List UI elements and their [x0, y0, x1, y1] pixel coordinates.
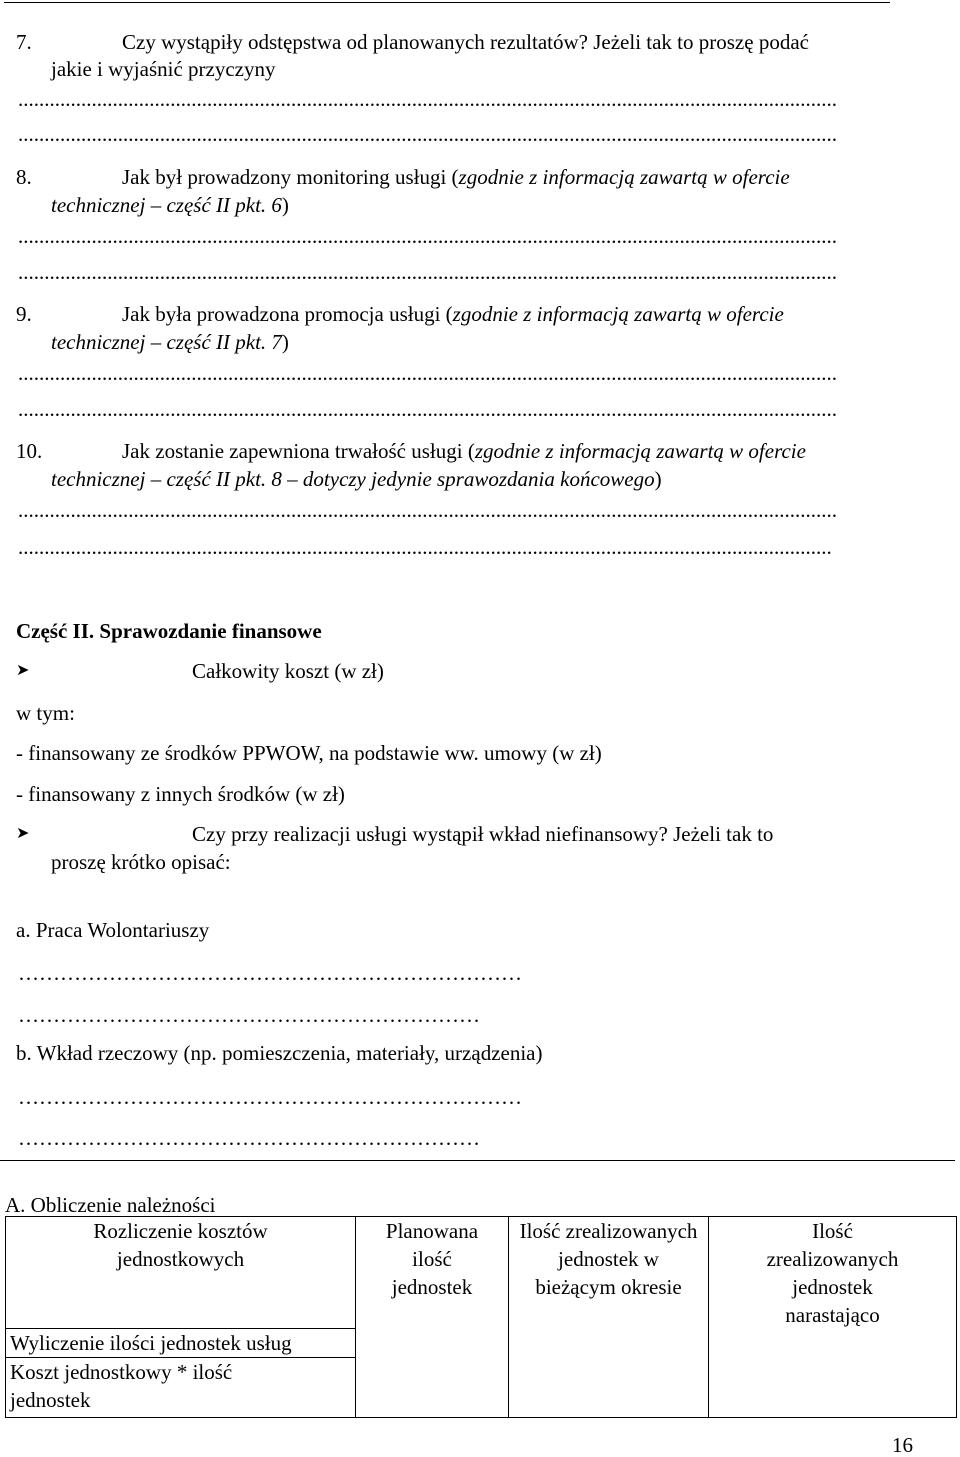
q9-dots-2: ............................................................................................................................................................ [18, 397, 837, 421]
cell-text: Ilość zrealizowanych [519, 1219, 698, 1243]
q7-line1: Czy wystąpiły odstępstwa od planowanych rezultatów? Jeżeli tak to proszę podać [122, 30, 809, 54]
cell-text: jednostkowych [116, 1247, 245, 1271]
volunteer-ellipsis-2: ………………………………………………………… [18, 1003, 480, 1027]
q8-line2-end: ) [281, 193, 289, 217]
cell-text: Wyliczenie ilości jednostek usług [10, 1331, 292, 1355]
nonfinancial-question-line1: Czy przy realizacji usługi wystąpił wkład niefinansowy? Jeżeli tak to [192, 822, 774, 846]
q10-dots-1: ............................................................................................................................................................ [18, 498, 837, 522]
nonfinancial-question-line2: proszę krótko opisać: [51, 850, 231, 874]
q10-italic: zgodnie z informacją zawartą w ofercie [474, 439, 806, 463]
section-divider [0, 1160, 955, 1161]
in-kind-ellipsis-1: ……………………………………………………………… [18, 1085, 522, 1109]
volunteer-ellipsis-1: ……………………………………………………………… [18, 961, 522, 985]
part-two-heading: Część II. Sprawozdanie finansowe [16, 619, 322, 643]
q7-dots-2: ............................................................................................................................................................ [18, 122, 837, 146]
q9-line1 [122, 302, 784, 326]
cell-text: jednostek w [558, 1247, 659, 1271]
q8-line2 [51, 193, 289, 217]
table-cell-unit-count [6, 1329, 356, 1358]
top-rule [4, 2, 890, 3]
cell-text: zrealizowanych [766, 1247, 899, 1271]
q7-line2: jakie i wyjaśnić przyczyny [51, 57, 276, 81]
page-number: 16 [892, 1433, 913, 1457]
table-cell-unit-cost-formula [6, 1358, 356, 1418]
q10-line2 [51, 467, 662, 491]
section-a-heading: A. Obliczenie należności [5, 1193, 216, 1217]
w-tym-label: w tym: [16, 701, 75, 725]
q9-italic: zgodnie z informacją zawartą w ofercie [452, 302, 784, 326]
q9-line2-end: ) [281, 330, 289, 354]
q9-dots-1: ............................................................................................................................................................ [18, 361, 837, 385]
q9-line2 [51, 330, 289, 354]
q7-number: 7. [16, 30, 32, 54]
q10-text: Jak zostanie zapewniona trwałość usługi ( [122, 439, 475, 463]
funded-ppwow-label: - finansowany ze środków PPWOW, na podstawie ww. umowy (w zł) [16, 741, 602, 765]
q8-line1 [122, 165, 790, 189]
q10-dots-2: ........................................................................................................................................................... [18, 535, 832, 559]
cell-text: jednostek [391, 1275, 473, 1299]
q9-text: Jak była prowadzona promocja usługi ( [122, 302, 453, 326]
q8-text: Jak był prowadzony monitoring usługi ( [122, 165, 459, 189]
q10-line2-end: ) [654, 467, 662, 491]
cell-text: jednostek [792, 1275, 873, 1299]
q9-number: 9. [16, 302, 32, 326]
q8-italic: zgodnie z informacją zawartą w ofercie [458, 165, 790, 189]
q9-line2-italic: technicznej – część II pkt. 7 [51, 330, 282, 354]
cell-text: bieżącym okresie [535, 1275, 682, 1299]
cell-text: Koszt jednostkowy * ilość [10, 1360, 233, 1384]
q8-number: 8. [16, 165, 32, 189]
q8-dots-2: ............................................................................................................................................................ [18, 260, 837, 284]
arrow-bullet-icon: ➤ [16, 662, 30, 679]
q10-number: 10. [16, 439, 43, 463]
cell-text: narastająco [785, 1303, 880, 1327]
cell-text: Planowana [385, 1219, 479, 1243]
in-kind-ellipsis-2: ………………………………………………………… [18, 1126, 480, 1150]
arrow-bullet-icon: ➤ [16, 825, 30, 842]
q7-dots-1: ............................................................................................................................................................ [18, 87, 837, 111]
table-row [6, 1217, 957, 1329]
q8-line2-italic: technicznej – część II pkt. 6 [51, 193, 282, 217]
funded-other-label: - finansowany z innych środków (w zł) [16, 782, 345, 806]
cell-text: Rozliczenie kosztów [93, 1219, 268, 1243]
q10-line2-italic: technicznej – część II pkt. 8 – dotyczy jedynie sprawozdania końcowego [51, 467, 655, 491]
q10-line1 [122, 439, 806, 463]
cell-text: jednostek [10, 1388, 91, 1412]
cell-text: Ilość [812, 1219, 853, 1243]
table-cell-units-current [509, 1217, 709, 1418]
table-cell-units-cumulative [709, 1217, 957, 1418]
table-cell-planned-units [356, 1217, 509, 1418]
table-cell-unit-costs [6, 1217, 356, 1329]
volunteer-work-label: a. Praca Wolontariuszy [16, 918, 210, 942]
q8-dots-1: ............................................................................................................................................................ [18, 224, 837, 248]
total-cost-label: Całkowity koszt (w zł) [192, 659, 384, 683]
calculation-table [5, 1216, 957, 1418]
in-kind-label: b. Wkład rzeczowy (np. pomieszczenia, materiały, urządzenia) [16, 1041, 543, 1065]
cell-text: ilość [412, 1247, 452, 1271]
